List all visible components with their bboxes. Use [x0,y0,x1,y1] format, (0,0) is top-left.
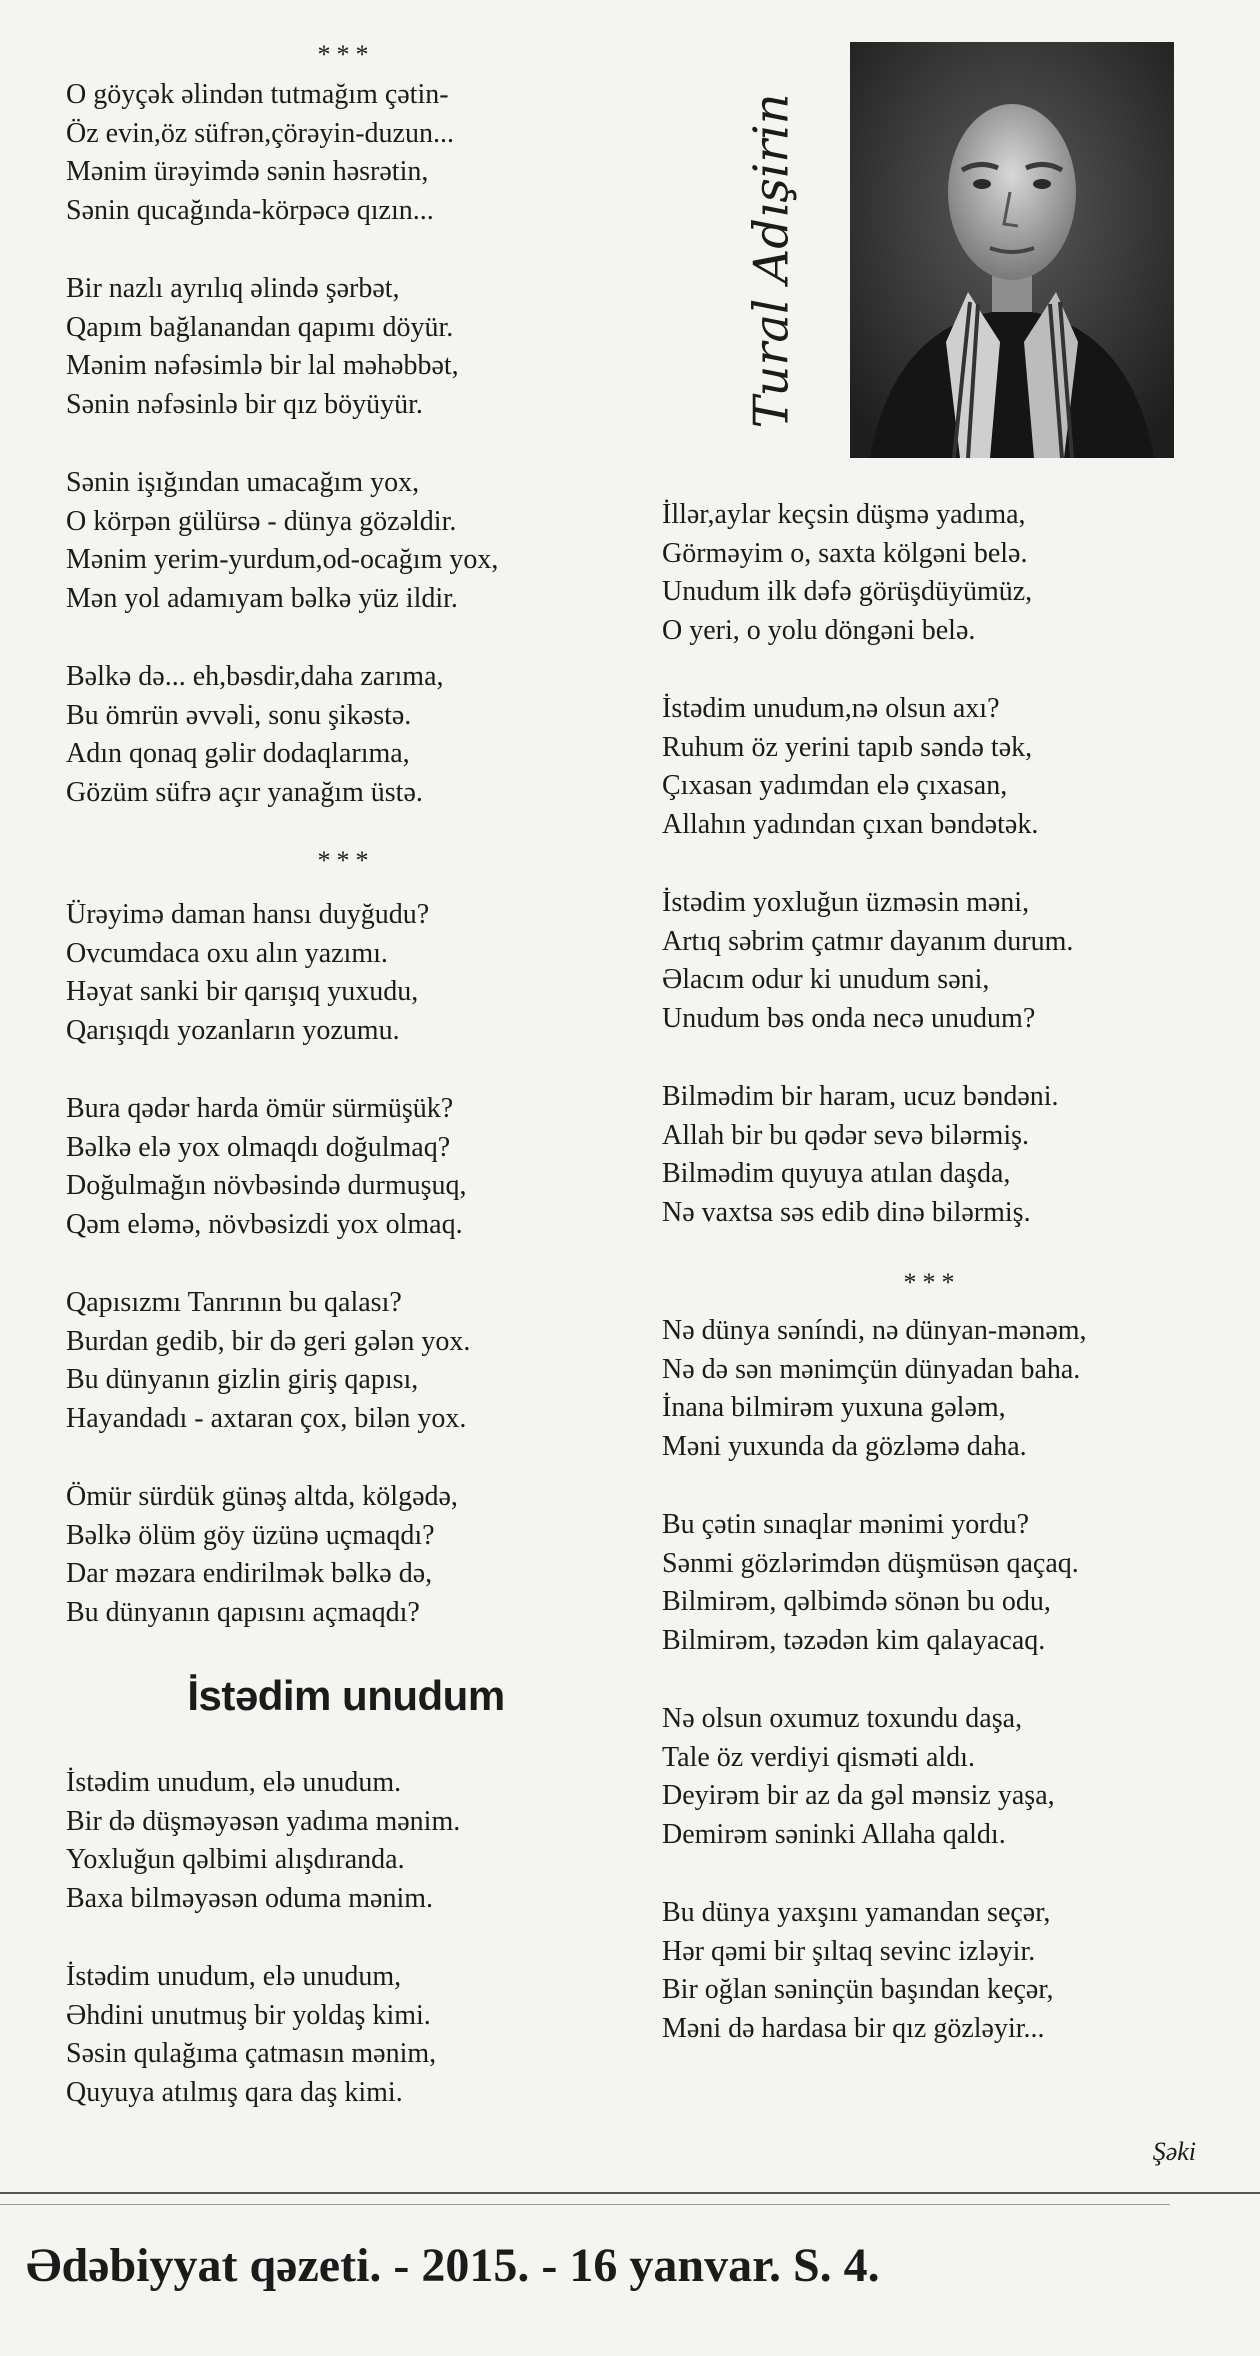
poem-line: Unudum bəs onda necə unudum? [662,1002,1036,1034]
poem-line: Sənmi gözlərimdən düşmüsən qaçaq. [662,1547,1079,1579]
stanza [66,658,626,812]
poem-line: Bilmədim quyuya atılan daşda, [662,1158,1011,1189]
poem-line: Baxa bilməyəsən oduma mənim. [66,1882,434,1914]
poem-line: Bu dünyanın gizlin giriş qapısı, [66,1364,419,1395]
poem-line: O yeri, o yolu döngəni belə. [662,614,976,646]
poem-line: Mənim nəfəsimlə bir lal məhəbbət, [66,350,459,381]
stanza [66,76,626,230]
poem-line: Bura qədər harda ömür sürmüşük? [66,1093,454,1124]
poem-line: Bəlkə ölüm göy üzünə uçmaqdı? [66,1519,435,1551]
divider [0,2192,1260,2194]
poem-line: Deyirəm bir az da gəl mənsiz yaşa, [662,1780,1055,1811]
poem-line: Mənim ürəyimdə sənin həsrətin, [66,156,429,187]
poem [66,76,626,812]
stanza [662,1312,1202,1466]
poem-line: Gözüm süfrə açır yanağım üstə. [66,776,423,808]
stanza [66,1284,626,1438]
poem-line: Ömür sürdük günəş altda, kölgədə, [66,1481,458,1512]
poem-line: Nə dünya səníndi, nə dünyan-mənəm, [662,1315,1087,1346]
stanza [66,464,626,618]
poem [66,1764,626,2112]
poem [662,1312,1202,2048]
poem-line: İstədim unudum,nə olsun axı? [662,693,1000,724]
poem-line: Qapısızmı Tanrının bu qalası? [66,1287,402,1318]
poem-line: Görməyim o, saxta kölgəni belə. [662,537,1028,569]
poem-line: Artıq səbrim çatmır dayanım durum. [662,925,1074,957]
poem-line: İstədim unudum, elə unudum, [66,1961,402,1992]
poem-line: O körpən gülürsə - dünya gözəldir. [66,505,457,537]
poem-line: Həyat sanki bir qarışıq yuxudu, [66,976,419,1007]
poem-line: Əhdini unutmuş bir yoldaş kimi. [66,1999,431,2031]
stanza [662,1700,1202,1854]
right-column [662,40,1202,2088]
poem-line: Allah bir bu qədər sevə bilərmiş. [662,1119,1030,1151]
poem-line: Bu ömrün əvvəli, sonu şikəstə. [66,699,412,731]
poem-line: Qapım bağlanandan qapımı döyür. [66,311,454,343]
divider [0,2204,1170,2205]
poem-line: Bu dünyanın qapısını açmaqdı? [66,1596,420,1628]
poem-line: Qəm eləmə, növbəsizdi yox olmaq. [66,1208,463,1240]
poem-line: Qarışıqdı yozanların yozumu. [66,1014,400,1046]
poem-line: Ovcumdaca oxu alın yazımı. [66,937,388,969]
poem-line: Bu dünya yaxşını yamandan seçər, [662,1897,1051,1928]
stanza [66,1090,626,1244]
poem-line: Bir nazlı ayrılıq əlində şərbət, [66,273,400,304]
stanza [662,496,1202,650]
poem-line: İllər,aylar keçsin düşmə yadıma, [662,499,1026,530]
poem-line: Nə olsun oxumuz toxundu daşa, [662,1703,1023,1734]
poem-line: Sənin nəfəsinlə bir qız böyüyür. [66,388,423,420]
poem-line: Burdan gedib, bir də geri gələn yox. [66,1325,471,1357]
poem-line: Məni yuxunda da gözləmə daha. [662,1430,1027,1462]
poem-line: Mənim yerim-yurdum,od-ocağım yox, [66,544,499,575]
poem-continuation [662,496,1202,1232]
poem-line: Bilmirəm, təzədən kim qalayacaq. [662,1624,1046,1656]
stanza [662,1078,1202,1232]
poem-line: Bir oğlan səninçün başından keçər, [662,1974,1054,2005]
poem-separator: *** [317,40,375,69]
poem-line: Ruhum öz yerini tapıb səndə tək, [662,731,1033,763]
stanza [66,1478,626,1632]
stanza [662,1894,1202,2048]
poem-line: Əlacım odur ki unudum səni, [662,964,990,995]
poem-line: Öz evin,öz süfrən,çörəyin-duzun... [66,117,454,149]
poem-line: Adın qonaq gəlir dodaqlarıma, [66,738,410,769]
stanza [662,690,1202,844]
poem-line: Hayandadı - axtaran çox, bilən yox. [66,1402,467,1434]
poem-line: Səsin qulağıma çatmasın mənim, [66,2038,437,2069]
poem-line: İstədim unudum, elə unudum. [66,1767,402,1798]
stanza [66,1958,626,2112]
poem-line: Bəlkə elə yox olmaqdı doğulmaq? [66,1131,451,1163]
place-signature: Şəki [1152,2137,1196,2166]
poem [66,896,626,1632]
poem-line: İstədim yoxluğun üzməsin məni, [662,887,1030,918]
stanza [66,1764,626,1918]
source-citation: Ədəbiyyat qəzeti. - 2015. - 16 yanvar. S. 4. [26,2239,880,2292]
stanza [66,896,626,1050]
poem-line: Bəlkə də... eh,bəsdir,daha zarıma, [66,661,444,692]
poem-line: Mən yol adamıyam bəlkə yüz ildir. [66,582,458,614]
poem-line: Tale öz verdiyi qisməti aldı. [662,1741,975,1773]
poem-line: Nə vaxtsa səs edib dinə bilərmiş. [662,1196,1031,1228]
poem-line: Doğulmağın növbəsində durmuşuq, [66,1170,467,1201]
poem-line: Hər qəmi bir şıltaq sevinc izləyir. [662,1935,1036,1967]
poem-line: Ürəyimə daman hansı duyğudu? [66,899,430,930]
author-block [662,40,1202,486]
poem-line: Yoxluğun qəlbimi alışdıranda. [66,1844,405,1875]
author-name: Tural Adışirin [744,93,801,429]
author-photo-image [850,42,1174,458]
poem-line: Bilmədim bir haram, ucuz bəndəni. [662,1081,1059,1112]
poem-separator: *** [317,846,375,875]
stanza [66,270,626,424]
poem-line: Dar məzara endirilmək bəlkə də, [66,1558,433,1589]
stanza [662,884,1202,1038]
poem-line: Bir də düşməyəsən yadıma mənim. [66,1805,461,1837]
left-column [66,40,626,2152]
poem-line: Unudum ilk dəfə görüşdüyümüz, [662,576,1033,607]
poem-line: Demirəm səninki Allaha qaldı. [662,1818,1006,1850]
poem-line: Bu çətin sınaqlar mənimi yordu? [662,1509,1030,1540]
poem-line: Sənin qucağında-körpəcə qızın... [66,194,434,226]
stanza [662,1506,1202,1660]
poem-line: Sənin işığından umacağım yox, [66,467,420,498]
poem-line: Bilmirəm, qəlbimdə sönən bu odu, [662,1586,1051,1617]
poem-line: O göyçək əlindən tutmağım çətin- [66,79,449,110]
poem-line: İnana bilmirəm yuxuna gələm, [662,1392,1006,1423]
poem-title: İstədim unudum [187,1672,505,1719]
poem-line: Məni də hardasa bir qız gözləyir... [662,2012,1045,2044]
author-photo [850,42,1174,458]
poem-separator: *** [903,1268,961,1297]
poem-line: Allahın yadından çıxan bəndətək. [662,808,1039,840]
poem-line: Çıxasan yadımdan elə çıxasan, [662,770,1008,801]
poem-line: Nə də sən mənimçün dünyadan baha. [662,1353,1081,1385]
poem-line: Quyuya atılmış qara daş kimi. [66,2076,403,2108]
